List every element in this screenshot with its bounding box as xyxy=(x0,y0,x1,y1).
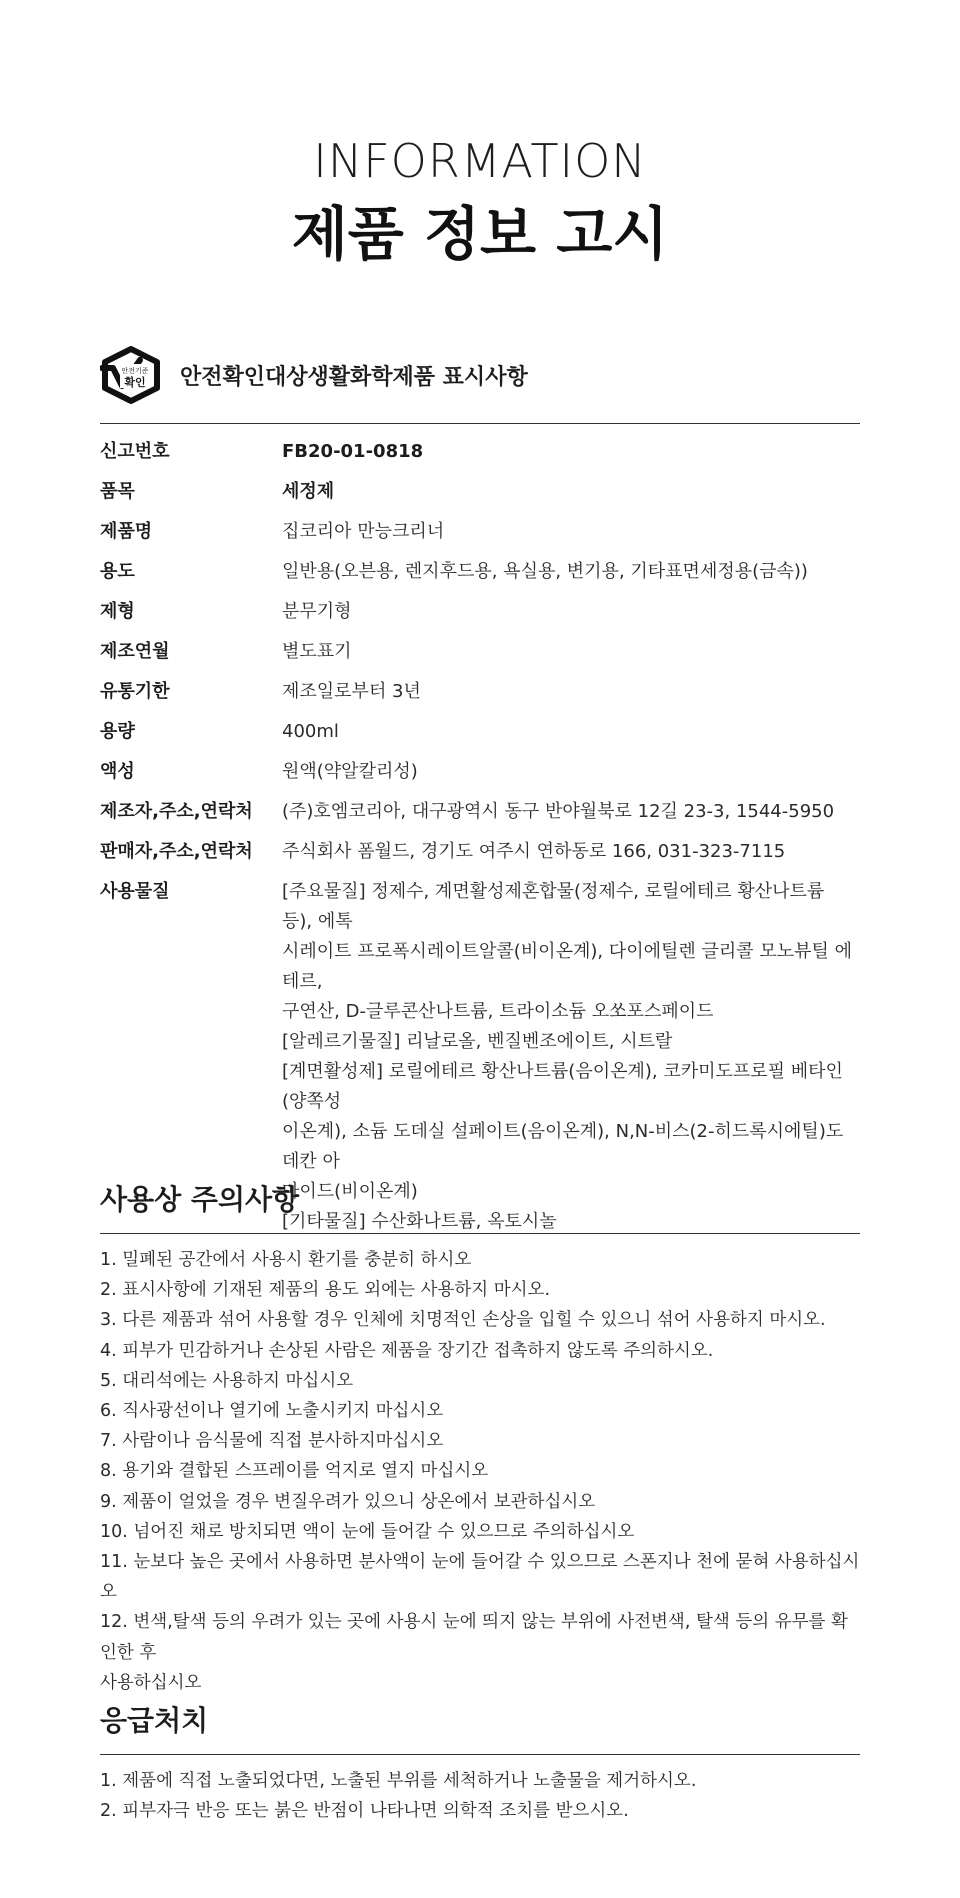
spec-value: 분무기형 xyxy=(282,601,352,622)
spec-value: 주식회사 폼월드, 경기도 여주시 연하동로 166, 031-323-7115 xyxy=(282,841,786,862)
list-item: 9. 제품이 얼었을 경우 변질우려가 있으니 상온에서 보관하십시오 xyxy=(100,1491,596,1512)
substance-line: 구연산, D-글루콘산나트륨, 트라이소듐 오쏘포스페이드 xyxy=(282,1001,714,1022)
spec-row xyxy=(100,792,860,832)
substance-line: [계면활성제] 로릴에테르 황산나트륨(음이온계), 코카미도프로필 베타인(양쪽성 xyxy=(282,1061,843,1112)
list-item: 10. 넘어진 채로 방치되면 액이 눈에 들어갈 수 있으므로 주의하십시오 xyxy=(100,1521,635,1542)
substance-line: 마이드(비이온계) xyxy=(282,1181,418,1202)
badge-label: 안전확인대상생활화학제품 표시사항 xyxy=(180,364,528,390)
spec-label: 제품명 xyxy=(100,521,153,542)
first-aid-list xyxy=(100,1766,860,1826)
precautions-list xyxy=(100,1245,860,1698)
list-item: 8. 용기와 결합된 스프레이를 억지로 열지 마십시오 xyxy=(100,1461,489,1482)
list-item: 11. 눈보다 높은 곳에서 사용하면 분사액이 눈에 들어갈 수 있으므로 스폰지나 천에 묻혀 사용하십시오 xyxy=(100,1552,860,1603)
spec-value: 400ml xyxy=(282,721,339,742)
spec-label: 품목 xyxy=(100,481,135,502)
spec-value: 별도표기 xyxy=(282,641,352,662)
list-item: 7. 사람이나 음식물에 직접 분사하지마십시오 xyxy=(100,1431,444,1452)
safety-badge-row xyxy=(100,346,860,404)
list-item: 4. 피부가 민감하거나 손상된 사람은 제품을 장기간 접촉하지 않도록 주의하시오. xyxy=(100,1340,714,1361)
page-title: 제품 정보 고시 xyxy=(291,200,669,268)
spec-row xyxy=(100,712,860,752)
spec-label: 제형 xyxy=(100,601,135,622)
spec-label: 제조연월 xyxy=(100,641,170,662)
spec-row xyxy=(100,632,860,672)
substance-line: [알레르기물질] 리날로올, 벤질벤조에이트, 시트랄 xyxy=(282,1031,673,1052)
spec-label: 판매자,주소,연락처 xyxy=(100,841,253,862)
precautions-title: 사용상 주의사항 xyxy=(100,1183,300,1216)
substance-line: 이온계), 소듐 도데실 설페이트(음이온계), N,N-비스(2-히드록시에틸)도데칸 아 xyxy=(282,1121,844,1172)
list-item: 6. 직사광선이나 열기에 노출시키지 마십시오 xyxy=(100,1401,444,1422)
divider xyxy=(100,423,860,424)
badge-mark-text-top: 안전기준 xyxy=(121,367,149,375)
first-aid-title: 응급처치 xyxy=(100,1704,209,1737)
spec-value: 일반용(오븐용, 렌지후드용, 욕실용, 변기용, 기타표면세정용(금속)) xyxy=(282,561,808,582)
list-item: 2. 피부자극 반응 또는 붉은 반점이 나타나면 의학적 조치를 받으시오. xyxy=(100,1801,629,1822)
substance-line: [기타물질] 수산화나트륨, 옥토시놀 xyxy=(282,1211,557,1232)
badge-mark-text-bottom: 확인 xyxy=(124,376,146,389)
spec-row xyxy=(100,512,860,552)
list-item: 1. 밀폐된 공간에서 사용시 환기를 충분히 하시오 xyxy=(100,1250,472,1270)
spec-label: 유통기한 xyxy=(100,681,170,702)
spec-row xyxy=(100,552,860,592)
list-item: 1. 제품에 직접 노출되었다면, 노출된 부위를 세척하거나 노출물을 제거하시오. xyxy=(100,1771,697,1791)
list-item: 12. 변색,탈색 등의 우려가 있는 곳에 사용시 눈에 띄지 않는 부위에 사전변색, 탈색 등의 유무를 확인한 후 xyxy=(100,1612,848,1663)
product-spec-table xyxy=(100,432,860,1237)
list-item: 2. 표시사항에 기재된 제품의 용도 외에는 사용하지 마시오. xyxy=(100,1280,551,1301)
spec-value: 원액(약알칼리성) xyxy=(282,761,418,782)
spec-label: 액성 xyxy=(100,761,135,782)
safety-confirmation-mark-icon xyxy=(100,346,162,404)
divider xyxy=(100,1754,860,1755)
spec-row xyxy=(100,752,860,792)
info-eyebrow: INFORMATION xyxy=(313,134,647,188)
divider xyxy=(100,1233,860,1234)
spec-row xyxy=(100,432,860,472)
spec-value: FB20-01-0818 xyxy=(282,441,424,462)
substances-value xyxy=(282,872,860,1237)
spec-value: 세정제 xyxy=(282,481,335,502)
spec-label: 사용물질 xyxy=(100,881,170,902)
substance-line: [주요물질] 정제수, 계면활성제혼합물(정제수, 로릴에테르 황산나트륨 등), 에톡 xyxy=(282,881,825,932)
spec-value: (주)호엠코리아, 대구광역시 동구 반야월북로 12길 23-3, 1544-5950 xyxy=(282,801,835,822)
spec-value: 집코리아 만능크리너 xyxy=(282,521,445,542)
list-item: 3. 다른 제품과 섞어 사용할 경우 인체에 치명적인 손상을 입힐 수 있으니 섞어 사용하지 마시오. xyxy=(100,1310,826,1331)
list-item: 사용하십시오 xyxy=(100,1672,202,1693)
list-item: 5. 대리석에는 사용하지 마십시오 xyxy=(100,1370,354,1391)
spec-label: 신고번호 xyxy=(100,441,170,462)
spec-row xyxy=(100,472,860,512)
substance-line: 시레이트 프로폭시레이트알콜(비이온계), 다이에틸렌 글리콜 모노뷰틸 에테르, xyxy=(282,941,853,992)
spec-row xyxy=(100,672,860,712)
spec-value: 제조일로부터 3년 xyxy=(282,681,421,702)
spec-label: 제조자,주소,연락처 xyxy=(100,801,253,822)
spec-label: 용도 xyxy=(100,561,135,582)
spec-label: 용량 xyxy=(100,721,135,742)
spec-row xyxy=(100,592,860,632)
spec-row xyxy=(100,832,860,872)
